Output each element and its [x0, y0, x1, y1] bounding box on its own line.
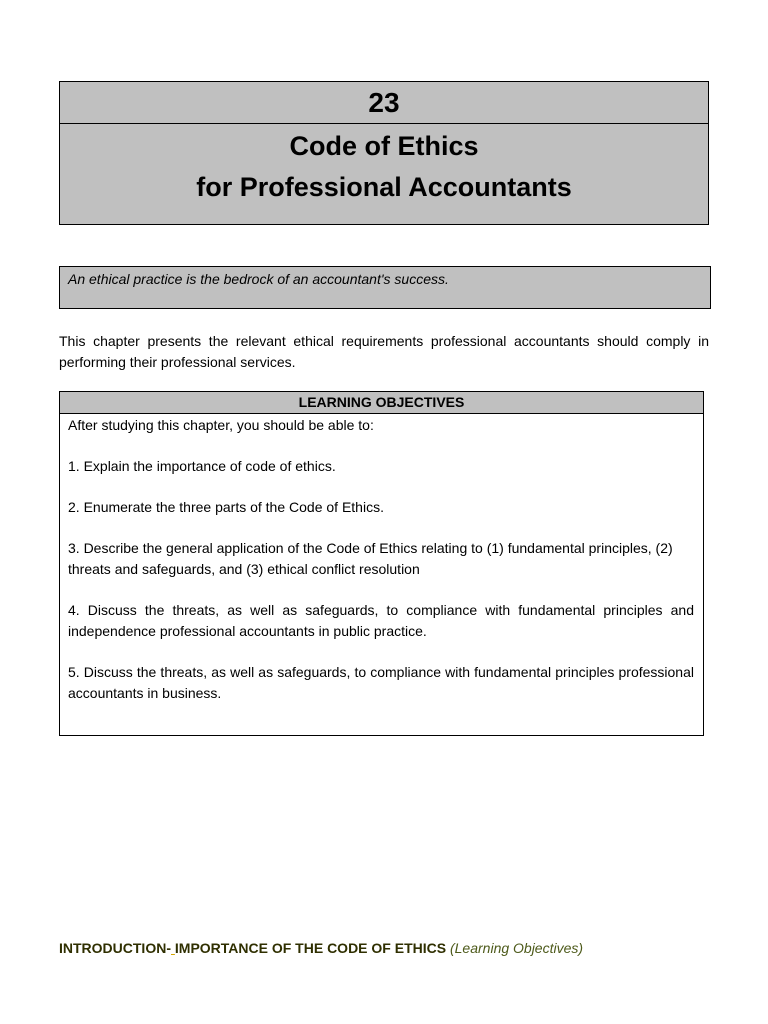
section-heading: [59, 940, 583, 956]
objective-item: 1. Explain the importance of code of ethics.: [68, 458, 336, 474]
chapter-number: 23: [60, 82, 708, 124]
section-heading-prefix: INTRODUCTION-: [59, 940, 171, 956]
learning-objectives-body: [60, 414, 703, 704]
learning-objectives-header: LEARNING OBJECTIVES: [60, 392, 703, 414]
intro-paragraph: This chapter presents the relevant ethical requirements professional accountants should comply in performing their professional services.: [59, 333, 709, 370]
chapter-title-line1: Code of Ethics: [289, 131, 479, 161]
chapter-title-line2: for Professional Accountants: [196, 172, 572, 202]
objective-item: 3. Describe the general application of the Code of Ethics relating to (1) fundamental principles, (2) threats and safeguards, and (3) ethical conflict resolution: [68, 540, 673, 577]
objective-item: 4. Discuss the threats, as well as safeguards, to compliance with fundamental principles and independence professional accountants in public practice.: [68, 602, 694, 639]
section-heading-title: IMPORTANCE OF THE CODE OF ETHICS: [174, 940, 447, 956]
chapter-title-box: [59, 81, 709, 225]
learning-objectives-lead: After studying this chapter, you should be able to:: [68, 417, 374, 433]
epigraph-quote: An ethical practice is the bedrock of an accountant's success.: [59, 266, 711, 309]
section-heading-note: (Learning Objectives): [449, 940, 584, 956]
objective-item: 5. Discuss the threats, as well as safeguards, to compliance with fundamental principles professional accountants in business.: [68, 664, 694, 701]
chapter-title: [60, 124, 708, 208]
learning-objectives-box: [59, 391, 704, 736]
objective-item: 2. Enumerate the three parts of the Code of Ethics.: [68, 499, 384, 515]
